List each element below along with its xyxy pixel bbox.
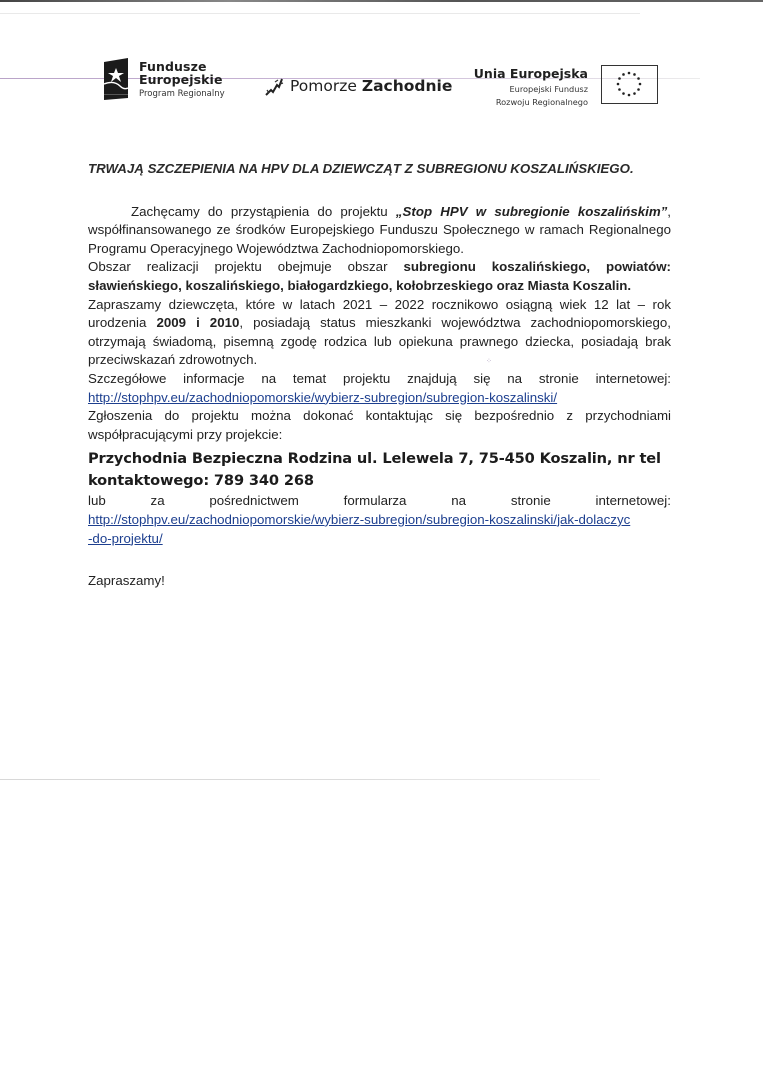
area-paragraph bbox=[88, 258, 671, 295]
form-word: na bbox=[451, 493, 467, 509]
area-before: Obszar realizacji projektu obejmuje obszar bbox=[88, 259, 404, 275]
form-link[interactable]: http://stophpv.eu/zachodniopomorskie/wybierz-subregion/subregion-koszalinski/jak-dolaczyc-do-projektu/ bbox=[88, 511, 631, 546]
details-text: Szczegółowe informacje na temat projektu znajdują się na stronie internetowej: bbox=[88, 370, 671, 386]
form-word: stronie bbox=[510, 493, 551, 509]
scan-edge-top bbox=[0, 0, 763, 2]
pomorze-text-regular: Pomorze bbox=[290, 77, 362, 95]
eu-star bbox=[617, 83, 620, 86]
invite-after: , posiadają status mieszkanki województwa zachodniopomorskiego, otrzymają świadomą, pisemną zgodę rodzica lub opiekuna prawnego dziecka, posiadają brak przeciwskazań zdrowotnych. bbox=[88, 315, 671, 368]
pomorze-text-bold: Zachodnie bbox=[361, 77, 453, 95]
form-word: pośrednictwem bbox=[209, 493, 299, 509]
intro-before: Zachęcamy do przystąpienia do projektu bbox=[131, 203, 396, 219]
invite-before: Zapraszamy dziewczęta, które w latach 2021 – 2022 rocznikowo osiągną wiek 12 lat – rok urodzenia bbox=[88, 296, 671, 331]
clinic-address: Przychodnia Bezpieczna Rodzina ul. Lelewela 7, 75-450 Koszalin, nr tel kontaktowego: 789 340 268 bbox=[88, 450, 661, 490]
eu-star bbox=[622, 73, 625, 76]
eu-flag-icon bbox=[601, 65, 658, 104]
document-heading: TRWAJĄ SZCZEPIENIA NA HPV DLA DZIEWCZĄT Z SUBREGIONU KOSZALIŃSKIEGO. bbox=[88, 161, 634, 176]
eu-title: Unia Europejska bbox=[473, 66, 588, 81]
eu-star bbox=[633, 73, 636, 76]
eu-star bbox=[637, 77, 640, 80]
fe-subtitle: Program Regionalny bbox=[139, 89, 225, 99]
project-name: „Stop HPV w subregionie koszalińskim” bbox=[395, 203, 668, 219]
fe-logo-text bbox=[139, 61, 225, 99]
document-body bbox=[88, 160, 671, 591]
fe-title-line2: Europejskie bbox=[139, 71, 223, 87]
form-link-line bbox=[88, 511, 633, 548]
area-bold: subregionu koszalińskiego, powiatów: sławieńskiego, koszalińskiego, białogardzkiego, kołobrzeskiego oraz Miasta Koszalin. bbox=[88, 259, 671, 293]
eu-star bbox=[637, 88, 640, 91]
fe-title-line1: Fundusze bbox=[139, 59, 207, 74]
form-word: lub bbox=[88, 493, 106, 509]
invite-years: 2009 i 2010 bbox=[156, 315, 240, 331]
form-word: formularza bbox=[343, 493, 407, 509]
closing-text: Zapraszamy! bbox=[88, 573, 165, 589]
eu-star bbox=[628, 72, 631, 75]
intro-paragraph bbox=[88, 203, 671, 259]
form-intro-line bbox=[88, 492, 671, 511]
form-word: internetowej: bbox=[595, 493, 671, 509]
eu-star bbox=[618, 77, 621, 80]
form-word: za bbox=[150, 493, 165, 509]
scan-speck: ⁘ bbox=[486, 358, 492, 365]
eu-logo-text bbox=[474, 66, 588, 108]
eu-star bbox=[639, 83, 642, 86]
intro-after: , współfinansowanego ze środków Europejskiego Funduszu Społecznego w ramach Regionalnego Programu Operacyjnego Województwa Zachodniopomorskiego. bbox=[88, 203, 671, 256]
details-link-line bbox=[88, 389, 671, 408]
pomorze-griffin-icon bbox=[263, 76, 285, 98]
signup-paragraph: Zgłoszenia do projektu można dokonać kontaktując się bezpośrednio z przychodniami współpracującymi przy projekcie: bbox=[88, 408, 671, 442]
details-link[interactable]: http://stophpv.eu/zachodniopomorskie/wybierz-subregion/subregion-koszalinski/ bbox=[88, 389, 558, 405]
eu-sub-line2: Rozwoju Regionalnego bbox=[495, 97, 588, 108]
scan-artifact-line bbox=[0, 13, 640, 14]
fe-logo-icon bbox=[100, 58, 132, 100]
eu-sub-line1: Europejski Fundusz bbox=[509, 84, 588, 94]
spacer bbox=[88, 548, 671, 572]
pomorze-zachodnie-text bbox=[290, 77, 452, 95]
eu-star bbox=[618, 88, 621, 91]
invite-paragraph bbox=[88, 296, 671, 370]
eu-star bbox=[622, 92, 625, 95]
scan-fold-line bbox=[0, 779, 600, 780]
eu-star bbox=[633, 92, 636, 95]
eu-star bbox=[628, 94, 631, 97]
eu-stars-circle-icon bbox=[602, 66, 656, 102]
